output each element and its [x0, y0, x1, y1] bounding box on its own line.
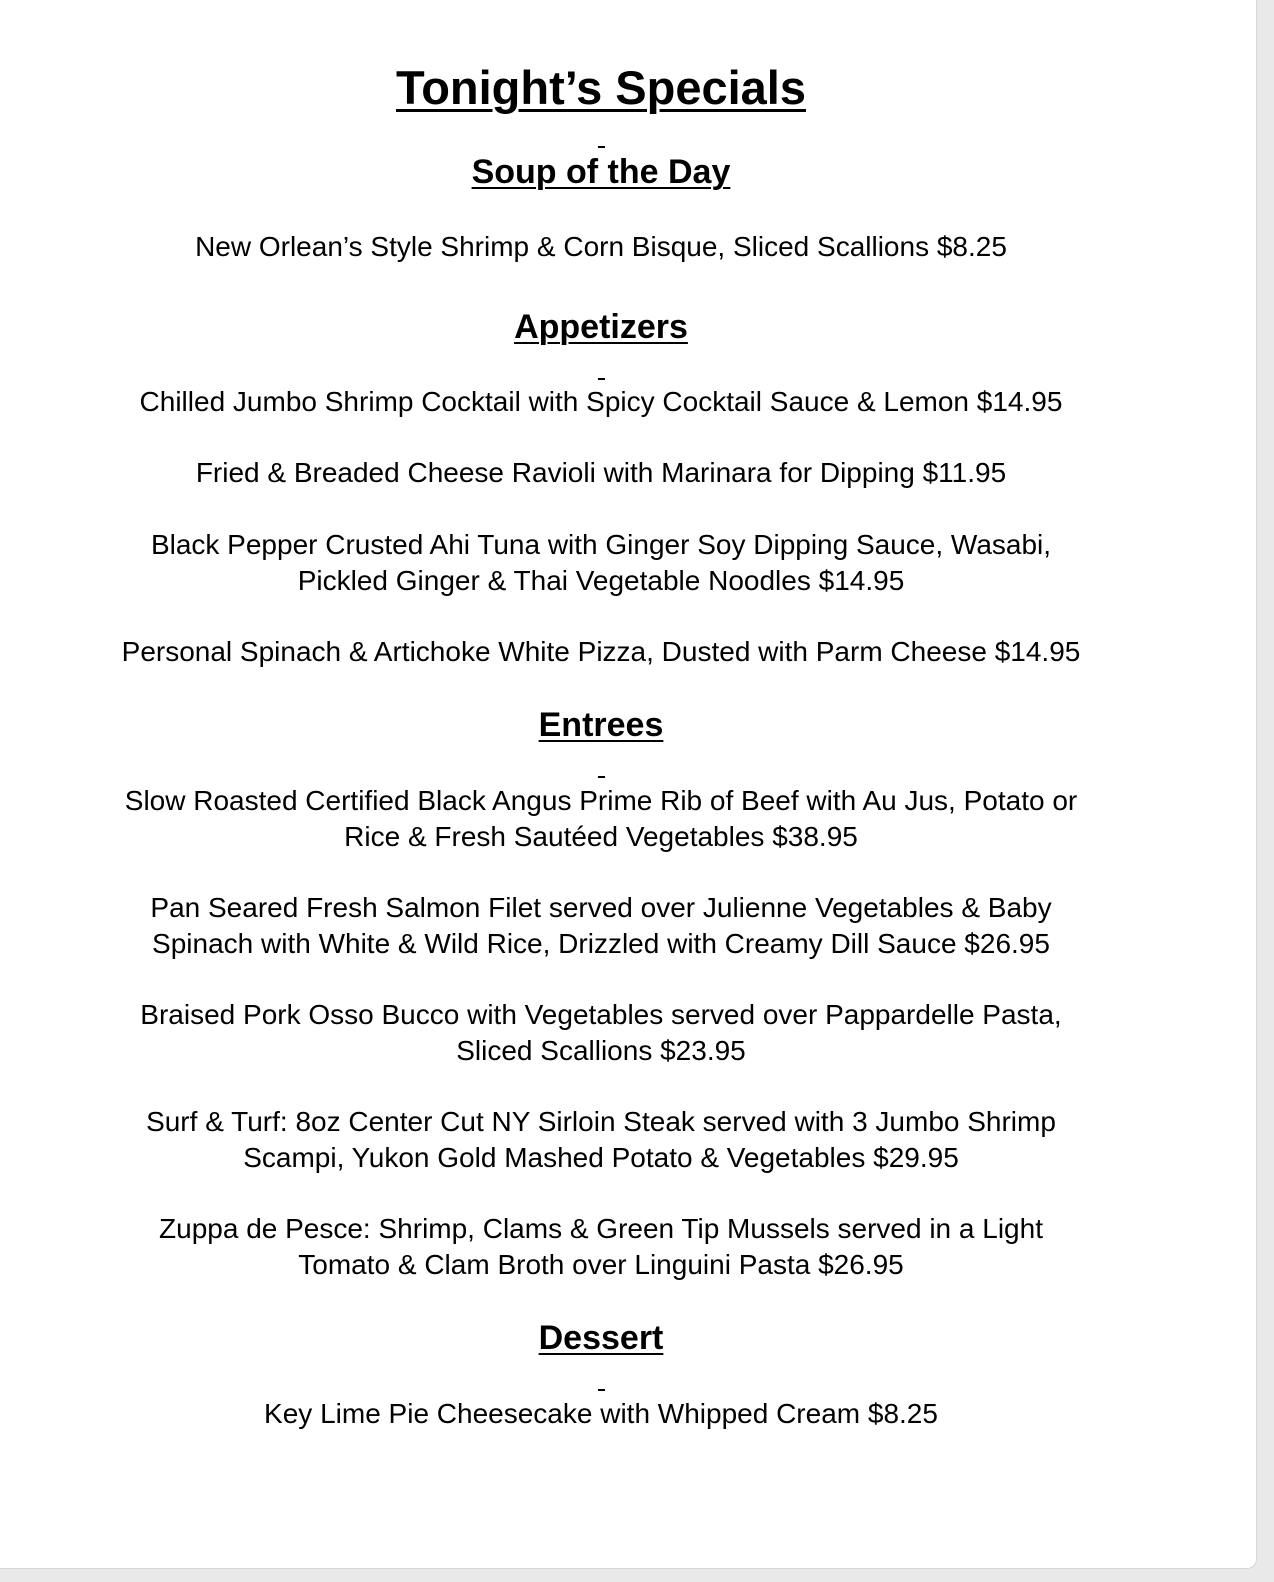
menu-item-cheese-ravioli: Fried & Breaded Cheese Ravioli with Marinara for Dipping $11.95: [195, 457, 1007, 488]
menu-item-prime-rib-line1: Slow Roasted Certified Black Angus Prime Rib of Beef with Au Jus, Potato or: [124, 785, 1078, 816]
stray-mark: [598, 1389, 605, 1391]
menu-item-salmon-filet: [0, 890, 1202, 962]
stray-mark: [598, 146, 605, 148]
menu-item-osso-bucco: [0, 997, 1202, 1069]
section-heading-dessert: Dessert: [538, 1319, 664, 1357]
menu-item-osso-bucco-line2: Sliced Scallions $23.95: [456, 1035, 746, 1066]
menu-item-zuppa-de-pesce: [0, 1211, 1202, 1283]
menu-item-white-pizza: Personal Spinach & Artichoke White Pizza, Dusted with Parm Cheese $14.95: [121, 636, 1081, 667]
menu-item-salmon-filet-line1: Pan Seared Fresh Salmon Filet served over Julienne Vegetables & Baby: [150, 892, 1052, 923]
menu-item-prime-rib: [0, 783, 1202, 855]
page-title: Tonight’s Specials: [395, 61, 806, 114]
menu-item-shrimp-cocktail: Chilled Jumbo Shrimp Cocktail with Spicy Cocktail Sauce & Lemon $14.95: [139, 386, 1063, 417]
stray-mark: [598, 378, 605, 380]
menu-item-osso-bucco-line1: Braised Pork Osso Bucco with Vegetables served over Pappardelle Pasta,: [140, 999, 1062, 1030]
menu-item-soup-bisque: New Orlean’s Style Shrimp & Corn Bisque, Sliced Scallions $8.25: [195, 231, 1007, 262]
menu-item-zuppa-de-pesce-line1: Zuppa de Pesce: Shrimp, Clams & Green Tip Mussels served in a Light: [159, 1213, 1043, 1244]
menu-item-surf-and-turf-line1: Surf & Turf: 8oz Center Cut NY Sirloin Steak served with 3 Jumbo Shrimp: [146, 1106, 1056, 1137]
menu-item-surf-and-turf: [0, 1104, 1202, 1176]
menu-item-prime-rib-line2: Rice & Fresh Sautéed Vegetables $38.95: [344, 821, 858, 852]
menu-item-salmon-filet-line2: Spinach with White & Wild Rice, Drizzled with Creamy Dill Sauce $26.95: [152, 928, 1050, 959]
menu-item-surf-and-turf-line2: Scampi, Yukon Gold Mashed Potato & Vegetables $29.95: [243, 1142, 959, 1173]
menu-item-ahi-tuna-line2: Pickled Ginger & Thai Vegetable Noodles $14.95: [297, 565, 905, 596]
menu-item-zuppa-de-pesce-line2: Tomato & Clam Broth over Linguini Pasta $26.95: [298, 1249, 904, 1280]
menu-item-ahi-tuna-line1: Black Pepper Crusted Ahi Tuna with Ginger Soy Dipping Sauce, Wasabi,: [150, 529, 1052, 560]
section-heading-soup: Soup of the Day: [471, 153, 731, 191]
stray-mark: [598, 776, 605, 778]
menu-item-ahi-tuna: [0, 527, 1202, 599]
section-heading-entrees: Entrees: [538, 706, 664, 744]
section-heading-appetizers: Appetizers: [514, 308, 688, 346]
menu-item-key-lime-cheesecake: Key Lime Pie Cheesecake with Whipped Cream $8.25: [264, 1398, 938, 1429]
